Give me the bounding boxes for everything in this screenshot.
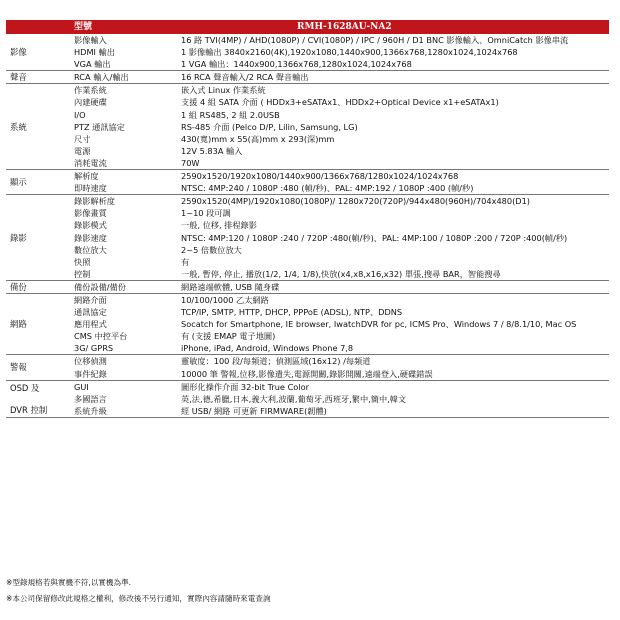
- footnote: ※本公司保留修改此規格之權利，修改後不另行通知，實際內容請隨時來電查詢: [6, 594, 271, 603]
- spec-item-label: 錄影解析度: [74, 196, 115, 207]
- spec-item-value: 有 (支援 EMAP 電子地圖): [181, 331, 276, 342]
- spec-item-label: 作業系統: [74, 85, 107, 96]
- spec-item-value: 一般, 位移, 排程錄影: [181, 220, 257, 231]
- category-cell: [6, 280, 70, 293]
- spec-item-value: RS-485 介面 (Pelco D/P, Lilin, Samsung, LG): [181, 121, 358, 132]
- spec-item-label: 數位放大: [74, 244, 107, 255]
- spec-item-value: 70W: [177, 157, 609, 170]
- table-row: [6, 256, 609, 268]
- spec-item-value: NTSC: 4MP:120 / 1080P :240 / 720P :480(幀/秒)、PAL: 4MP:100 / 1080P :200 / 720P :400(幀/秒): [181, 232, 568, 243]
- spec-item-value: 圖形化操作介面 32-bit True Color: [181, 381, 309, 392]
- category-label: 警報: [10, 362, 27, 373]
- spec-item-value: 12V 5.83A 輸入: [181, 145, 243, 156]
- spec-item-label: 控制: [70, 268, 177, 281]
- table-row: [6, 355, 609, 368]
- spec-item-label: HDMI 輸出: [74, 47, 115, 58]
- table-row: [6, 170, 609, 183]
- spec-item-value: 10000 筆 警報,位移,影像遺失,電源開關,錄影開關,遠端登入,硬碟錯誤: [177, 368, 609, 381]
- table-row: [6, 232, 609, 244]
- table-row: [6, 368, 609, 381]
- spec-item-value: 1 VGA 輸出：1440x900,1366x768,1280x1024,1024x768: [177, 58, 609, 71]
- spec-table: [6, 20, 609, 418]
- spec-item-value: 經 USB/ 網路 可更新 FIRMWARE(韌體): [177, 405, 609, 418]
- spec-item-label: 事件紀錄: [70, 368, 177, 381]
- header-model-value: RMH-1628AU-NA2: [177, 20, 609, 34]
- spec-item-value: 靈敏度：100 段/每頻道；偵測區域(16x12) /每頻道: [181, 356, 371, 367]
- spec-item-value: TCP/IP, SMTP, HTTP, DHCP, PPPoE (ADSL), NTP、DDNS: [181, 307, 403, 318]
- spec-item-value: 1~10 段可調: [181, 208, 231, 219]
- spec-item-label: 電源: [74, 145, 91, 156]
- spec-item-value: Socatch for Smartphone, IE browser, IwatchDVR for pc, ICMS Pro、Windows 7 / 8/8.1/10, Mac OS: [181, 319, 577, 330]
- spec-item-label: RCA 輸入/輸出: [70, 71, 177, 84]
- spec-item-label: 系統升級: [70, 405, 177, 418]
- table-row: [6, 34, 609, 46]
- category-cell: [6, 195, 70, 281]
- table-row: [6, 207, 609, 219]
- table-row: [6, 71, 609, 84]
- table-row: [6, 182, 609, 195]
- spec-item-label: 快照: [74, 256, 91, 267]
- header-model-label: 型號: [70, 20, 177, 34]
- spec-item-label: 錄影速度: [74, 232, 107, 243]
- table-row: [6, 318, 609, 330]
- category-cell: [6, 71, 70, 84]
- table-row: [6, 109, 609, 121]
- spec-item-label: PTZ 通訊協定: [74, 121, 125, 132]
- spec-item-label: 內建硬碟: [74, 97, 107, 108]
- category-cell: [6, 84, 70, 170]
- spec-item-value: 1 影像輸出 3840x2160(4K),1920x1080,1440x900,1366x768,1280x1024,1024x768: [181, 47, 518, 58]
- spec-item-label: 尺寸: [74, 133, 91, 144]
- table-row: [6, 84, 609, 97]
- table-row: [6, 157, 609, 170]
- category-label: 錄影: [10, 232, 27, 243]
- spec-item-label: 即時速度: [70, 182, 177, 195]
- table-row: [6, 46, 609, 58]
- table-row: [6, 133, 609, 145]
- spec-item-value: 2~5 倍數位放大: [181, 244, 242, 255]
- spec-item-value: 2590x1520/1920x1080/1440x900/1366x768/1280x1024/1024x768: [181, 171, 459, 182]
- spec-item-value: 有: [181, 256, 190, 267]
- spec-item-value: 一般, 暫停, 停止, 播放(1/2, 1/4, 1/8),快放(x4,x8,x16,x32) 單張,搜尋 BAR，智能搜尋: [177, 268, 609, 281]
- spec-item-label: VGA 輸出: [70, 58, 177, 71]
- spec-item-value: NTSC: 4MP:240 / 1080P :480 (幀/秒)、PAL: 4MP:192 / 1080P :400 (幀/秒): [177, 182, 609, 195]
- spec-item-label: 3G/ GPRS: [70, 342, 177, 355]
- spec-item-value: 1 組 RS485, 2 組 2.0USB: [181, 109, 280, 120]
- spec-item-label: CMS 中控平台: [74, 331, 128, 342]
- table-row: [6, 293, 609, 306]
- spec-item-value: 2590x1520(4MP)/1920x1080(1080P)/ 1280x720(720P)/944x480(960H)/704x480(D1): [181, 196, 530, 207]
- table-row: [6, 330, 609, 342]
- spec-item-value: 英,法,德,希臘,日本,義大利,波蘭,葡萄牙,西班牙,繁中,簡中,韓文: [181, 393, 407, 404]
- spec-item-label: 影像畫質: [74, 208, 107, 219]
- spec-item-label: 應用程式: [74, 319, 107, 330]
- header-blank: [6, 20, 70, 34]
- table-row: [6, 380, 609, 393]
- category-label: OSD 及: [10, 382, 40, 393]
- category-label: 顯示: [10, 177, 27, 188]
- spec-item-label: 多國語言: [74, 393, 107, 404]
- spec-item-label: 錄影模式: [74, 220, 107, 231]
- category-label: 系統: [10, 121, 27, 132]
- spec-item-value: 支援 4 組 SATA 介面 ( HDDx3+eSATAx1、HDDx2+Optical Device x1+eSATAx1): [181, 97, 499, 108]
- spec-item-value: 430(寬)mm x 55(高)mm x 293(深)mm: [181, 133, 335, 144]
- spec-item-label: 解析度: [74, 171, 99, 182]
- spec-item-value: 16 RCA 聲音輸入/2 RCA 聲音輸出: [177, 71, 609, 84]
- table-row: [6, 405, 609, 418]
- category-label: 備份: [10, 281, 27, 292]
- spec-item-label: 消耗電流: [70, 157, 177, 170]
- category-label: 網路: [10, 319, 27, 330]
- spec-item-label: I/O: [74, 109, 86, 120]
- table-row: [6, 268, 609, 281]
- category-cell: [6, 355, 70, 380]
- spec-item-value: 嵌入式 Linux 作業系統: [181, 85, 266, 96]
- table-row: [6, 219, 609, 231]
- table-row: [6, 393, 609, 405]
- category-cell: [6, 170, 70, 195]
- table-row: [6, 145, 609, 157]
- spec-item-label: 位移偵測: [74, 356, 107, 367]
- table-row: [6, 342, 609, 355]
- category-label: 聲音: [10, 72, 27, 83]
- category-label: 影像: [10, 47, 27, 58]
- table-header-row: [6, 20, 609, 34]
- category-cell: [6, 293, 70, 354]
- spec-item-label: 影像輸入: [74, 35, 107, 45]
- footnotes: [6, 575, 271, 607]
- spec-item-value: 10/100/1000 乙太網路: [181, 294, 269, 305]
- spec-item-value: iPhone, iPad, Android, Windows Phone 7,8: [177, 342, 609, 355]
- table-row: [6, 121, 609, 133]
- category-cell: [6, 34, 70, 71]
- table-row: [6, 280, 609, 293]
- table-row: [6, 96, 609, 108]
- table-row: [6, 306, 609, 318]
- spec-item-value: 16 路 TVI(4MP) / AHD(1080P) / CVI(1080P) / IPC / 960H / D1 BNC 影像輸入、OmniCatch 影像串流: [181, 35, 569, 45]
- spec-item-label: 備份設備/備份: [70, 280, 177, 293]
- spec-item-label: 通訊協定: [74, 307, 107, 318]
- spec-item-label: GUI: [74, 381, 89, 392]
- category-cell: [6, 380, 70, 417]
- category-label: DVR 控制: [10, 404, 48, 415]
- table-row: [6, 58, 609, 71]
- spec-item-value: 網路遠端軟體, USB 隨身碟: [177, 280, 609, 293]
- table-row: [6, 195, 609, 208]
- spec-table-body: [6, 20, 609, 417]
- table-row: [6, 244, 609, 256]
- footnote: ※型錄規格若與實機不符,以實機為準.: [6, 578, 132, 587]
- spec-item-label: 網路介面: [74, 294, 107, 305]
